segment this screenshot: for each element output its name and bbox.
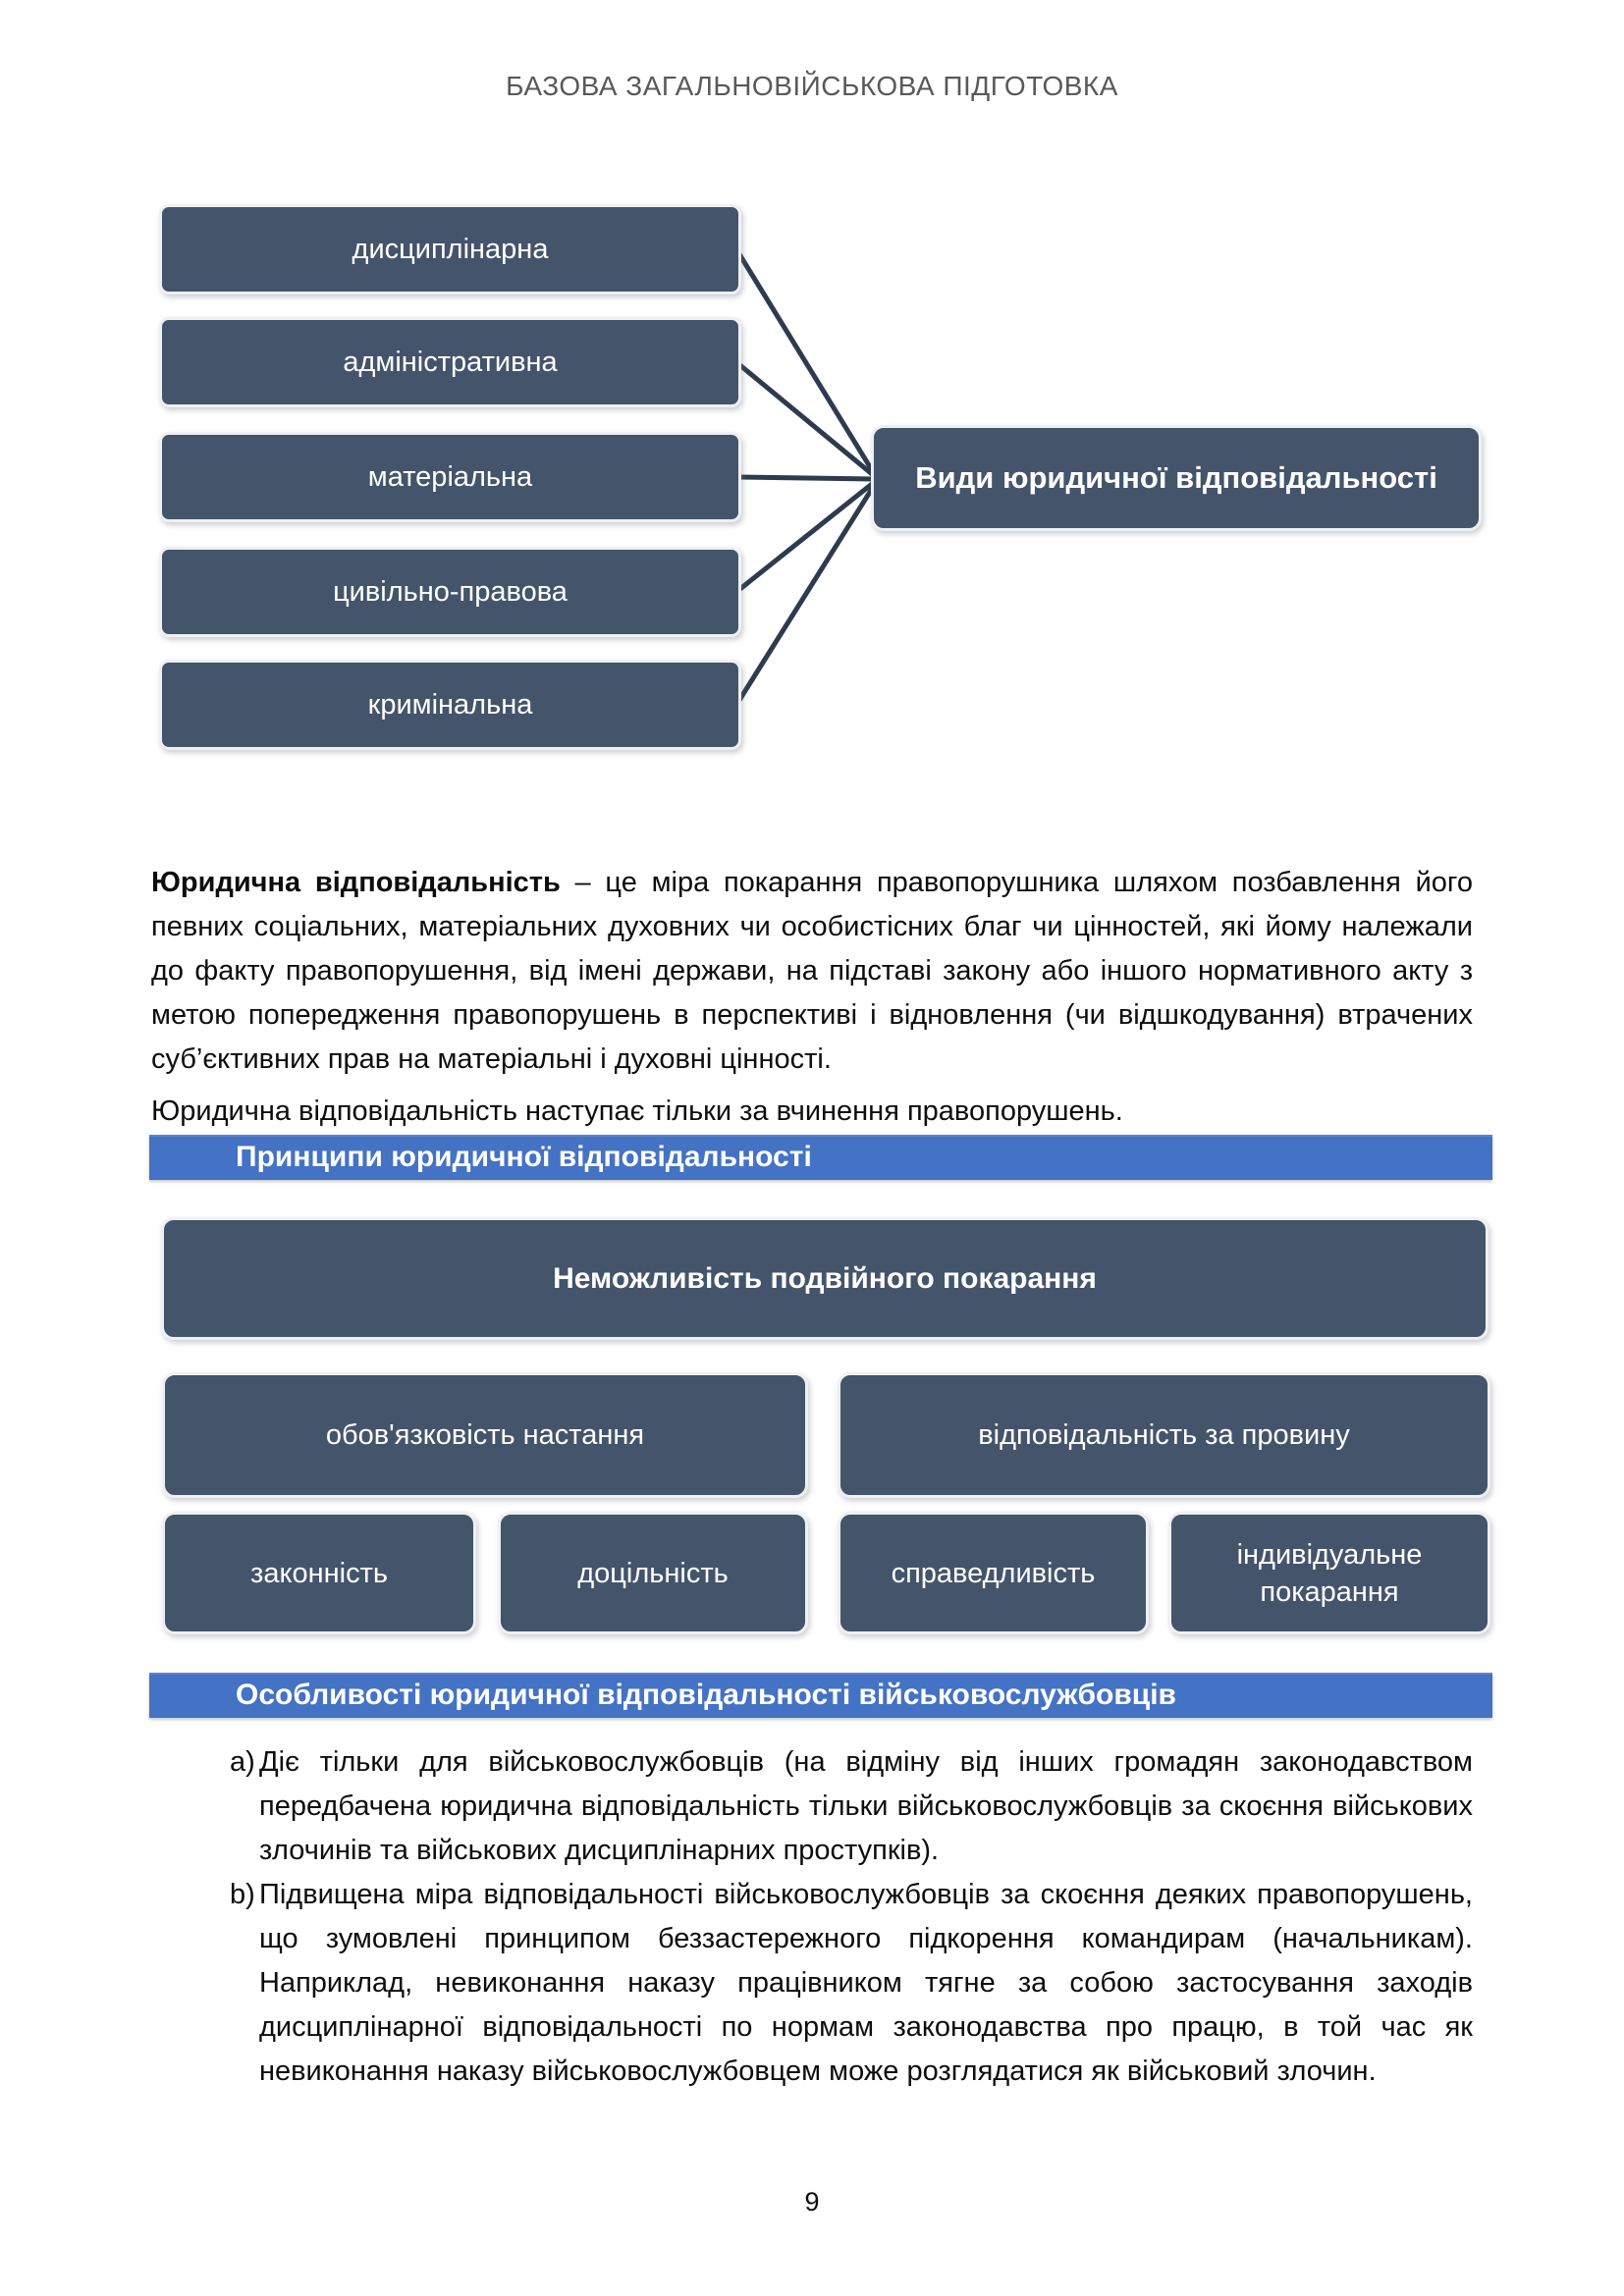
principle-box-label: законність bbox=[250, 1557, 388, 1589]
principle-box-guilt bbox=[838, 1372, 1490, 1498]
principles-section-bar bbox=[149, 1135, 1492, 1180]
connector-line bbox=[736, 477, 877, 479]
definition-body: – це міра покарання правопорушника шляхом позбавлення його певних соціальних, матеріальних духовних чи особистісних благ чи цінностей, які йому належали до факту правопорушення, від імені держави, на підставі закону або іншого нормативного акту з метою попередження правопорушень в перспективі і відновлення (чи відшкодування) втрачених суб’єктивних прав на матеріальні і духовні цінності. bbox=[151, 867, 1473, 1075]
definition-paragraph bbox=[151, 861, 1473, 1082]
principle-box-expediency bbox=[498, 1512, 808, 1634]
list-item-b bbox=[230, 1873, 1473, 2094]
principle-box-legality bbox=[162, 1512, 476, 1634]
principle-box-justice bbox=[838, 1512, 1149, 1634]
type-box-label: кримінальна bbox=[367, 688, 533, 721]
principle-box-label: обов'язковість настання bbox=[325, 1418, 645, 1451]
type-box-label: дисциплінарна bbox=[352, 233, 549, 265]
principle-box-label: доцільність bbox=[577, 1557, 729, 1589]
type-box-civil-law bbox=[159, 547, 741, 637]
connector-line bbox=[736, 362, 877, 478]
type-box-label: матеріальна bbox=[367, 460, 533, 493]
list-item-text: Діє тільки для військовослужбовців (на відміну від інших громадян законодавством передбачена юридична відповідальність тільки військовослужбовців за скоєння військових злочинів та військових дисциплінарних проступків). bbox=[259, 1746, 1473, 1866]
features-section-title: Особливості юридичної відповідальності військовослужбовців bbox=[236, 1679, 1176, 1711]
connector-line bbox=[736, 249, 877, 478]
features-section-bar bbox=[149, 1673, 1492, 1718]
type-box-administrative bbox=[159, 317, 741, 407]
type-box-material bbox=[159, 432, 741, 522]
type-box-label: адміністративна bbox=[343, 346, 558, 378]
type-box-criminal bbox=[159, 660, 741, 750]
note-paragraph: Юридична відповідальність наступає тільки за вчинення правопорушень. bbox=[151, 1095, 1123, 1127]
principle-box-main bbox=[161, 1217, 1489, 1340]
principle-box-label: Неможливість подвійного покарання bbox=[553, 1261, 1097, 1295]
list-item-a bbox=[230, 1740, 1473, 1873]
connector-line bbox=[736, 481, 877, 705]
list-marker: b) bbox=[230, 1879, 255, 1910]
features-list bbox=[230, 1740, 1473, 2094]
diagram-result-label: Види юридичної відповідальності bbox=[915, 460, 1437, 495]
definition-term: Юридична відповідальність bbox=[151, 867, 561, 898]
principle-box-obligation bbox=[162, 1372, 808, 1498]
connector-line bbox=[736, 480, 877, 592]
principle-box-individual-punishment bbox=[1168, 1512, 1490, 1634]
page-number: 9 bbox=[804, 2187, 820, 2216]
principle-box-label: відповідальність за провину bbox=[978, 1418, 1350, 1451]
principles-section-title: Принципи юридичної відповідальності bbox=[236, 1141, 812, 1173]
list-marker: a) bbox=[230, 1746, 255, 1778]
type-box-label: цивільно-правова bbox=[333, 575, 568, 608]
principle-box-label: індивідуальне покарання bbox=[1236, 1538, 1423, 1608]
type-box-disciplinary bbox=[159, 204, 741, 294]
list-item-text: Підвищена міра відповідальності військовослужбовців за скоєння деяких правопорушень, що зумовлені принципом беззастережного підкорення командирам (начальникам). Наприклад, невиконання наказу працівником тягне за собою застосування заходів дисциплінарної відповідальності по нормам законодавства про працю, в той час як невиконання наказу військовослужбовцем може розглядатися як військовий злочин. bbox=[259, 1879, 1473, 2087]
page-header: БАЗОВА ЗАГАЛЬНОВІЙСЬКОВА ПІДГОТОВКА bbox=[506, 71, 1118, 101]
diagram-result-box bbox=[871, 425, 1482, 531]
principle-box-label: справедливість bbox=[891, 1557, 1096, 1589]
